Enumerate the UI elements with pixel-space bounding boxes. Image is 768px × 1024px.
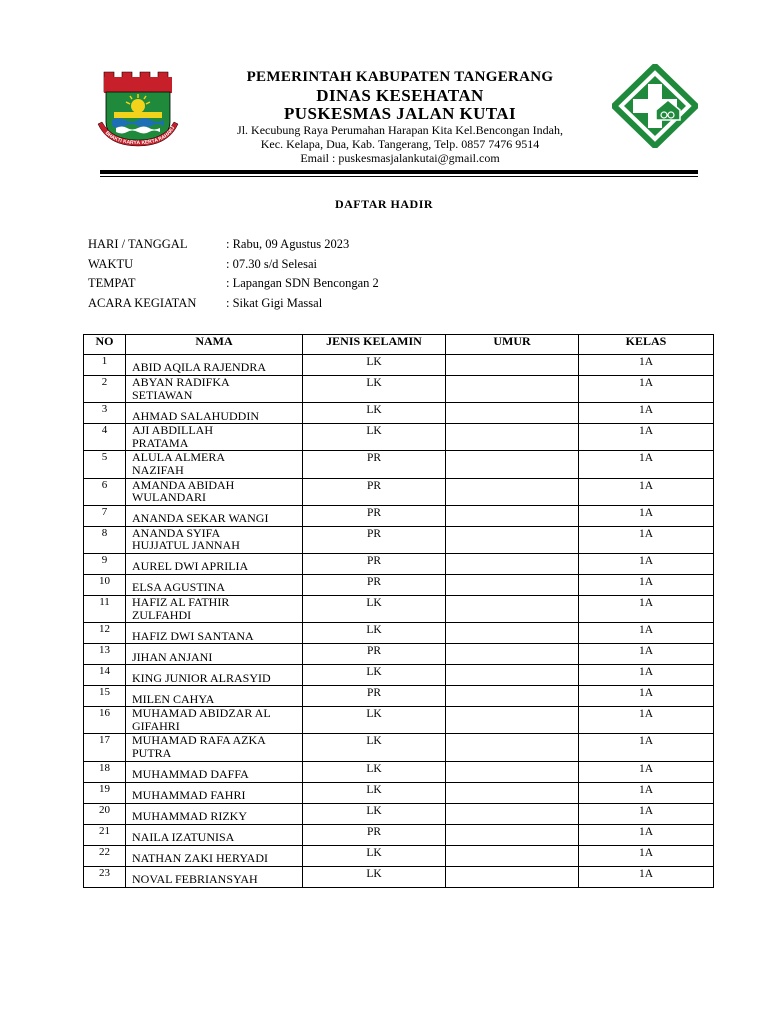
info-value: : Sikat Gigi Massal xyxy=(226,295,323,310)
cell-nama xyxy=(126,505,303,526)
cell-nama xyxy=(126,355,303,376)
student-name-line: MUHAMMAD DAFFA xyxy=(132,766,249,781)
cell-no: 3 xyxy=(84,403,126,424)
student-name-line: HAFIZ DWI SANTANA xyxy=(132,628,254,643)
table-row xyxy=(84,782,714,803)
cell-jenis-kelamin: LK xyxy=(303,623,446,644)
table-row xyxy=(84,553,714,574)
cell-jenis-kelamin: LK xyxy=(303,595,446,622)
table-row xyxy=(84,451,714,478)
cell-kelas: 1A xyxy=(579,595,714,622)
cell-jenis-kelamin: LK xyxy=(303,782,446,803)
tangerang-regency-crest-icon xyxy=(96,68,180,148)
student-name-line: NAZIFAH xyxy=(132,462,184,477)
cell-kelas: 1A xyxy=(579,866,714,887)
student-name-line: MUHAMMAD FAHRI xyxy=(132,787,246,802)
cell-no: 12 xyxy=(84,623,126,644)
cell-kelas: 1A xyxy=(579,782,714,803)
cell-jenis-kelamin: LK xyxy=(303,845,446,866)
info-value: : Rabu, 09 Agustus 2023 xyxy=(226,237,350,251)
table-row xyxy=(84,623,714,644)
cell-nama xyxy=(126,623,303,644)
student-name-line: HAFIZ AL FATHIR xyxy=(132,594,230,609)
table-row xyxy=(84,845,714,866)
cell-umur xyxy=(446,782,579,803)
student-name-line: AUREL DWI APRILIA xyxy=(132,559,249,574)
cell-umur xyxy=(446,355,579,376)
cell-nama xyxy=(126,686,303,707)
attendance-table xyxy=(83,334,714,888)
table-header-row xyxy=(84,335,714,355)
cell-umur xyxy=(446,686,579,707)
cell-kelas: 1A xyxy=(579,665,714,686)
cell-nama xyxy=(126,403,303,424)
student-name-line: ALULA ALMERA xyxy=(132,450,225,465)
cell-nama xyxy=(126,595,303,622)
cell-nama xyxy=(126,845,303,866)
cell-nama xyxy=(126,734,303,761)
student-name-line: SETIAWAN xyxy=(132,387,193,402)
cell-jenis-kelamin: PR xyxy=(303,686,446,707)
student-name-line: AJI ABDILLAH xyxy=(132,423,213,438)
cell-jenis-kelamin: LK xyxy=(303,403,446,424)
cell-no: 13 xyxy=(84,644,126,665)
letterhead-divider-thin xyxy=(100,176,698,177)
cell-no: 20 xyxy=(84,803,126,824)
info-label: WAKTU xyxy=(88,256,134,271)
cell-kelas: 1A xyxy=(579,574,714,595)
student-name-line: MUHAMAD RAFA AZKA xyxy=(132,733,266,748)
cell-jenis-kelamin: PR xyxy=(303,505,446,526)
cell-umur xyxy=(446,734,579,761)
cell-nama xyxy=(126,761,303,782)
student-name-line: WULANDARI xyxy=(132,490,206,505)
student-name-line: PRATAMA xyxy=(132,435,189,450)
cell-kelas: 1A xyxy=(579,803,714,824)
cell-no: 10 xyxy=(84,574,126,595)
cell-jenis-kelamin: LK xyxy=(303,734,446,761)
cell-umur xyxy=(446,553,579,574)
cell-kelas: 1A xyxy=(579,526,714,553)
cell-kelas: 1A xyxy=(579,707,714,734)
cell-jenis-kelamin: LK xyxy=(303,665,446,686)
table-row xyxy=(84,761,714,782)
cell-kelas: 1A xyxy=(579,403,714,424)
table-row xyxy=(84,424,714,451)
info-label: HARI / TANGGAL xyxy=(88,237,188,251)
cell-no: 6 xyxy=(84,478,126,505)
cell-no: 21 xyxy=(84,824,126,845)
attendance-table-body xyxy=(84,355,714,888)
student-name-line: ELSA AGUSTINA xyxy=(132,580,226,595)
cell-no: 5 xyxy=(84,451,126,478)
student-name-line: MUHAMMAD RIZKY xyxy=(132,808,248,823)
cell-no: 16 xyxy=(84,707,126,734)
cell-no: 19 xyxy=(84,782,126,803)
student-name-line: NATHAN ZAKI HERYADI xyxy=(132,850,268,865)
column-header-jenis-kelamin: JENIS KELAMIN xyxy=(303,335,446,355)
cell-no: 22 xyxy=(84,845,126,866)
cell-no: 18 xyxy=(84,761,126,782)
cell-no: 1 xyxy=(84,355,126,376)
cell-no: 11 xyxy=(84,595,126,622)
student-name-line: AMANDA ABIDAH xyxy=(132,477,235,492)
cell-umur xyxy=(446,761,579,782)
cell-jenis-kelamin: PR xyxy=(303,824,446,845)
table-row xyxy=(84,355,714,376)
student-name-line: MILEN CAHYA xyxy=(132,691,215,706)
cell-kelas: 1A xyxy=(579,478,714,505)
cell-kelas: 1A xyxy=(579,505,714,526)
cell-umur xyxy=(446,424,579,451)
student-name-line: ABID AQILA RAJENDRA xyxy=(132,360,267,375)
letterhead-address-1: Jl. Kecubung Raya Perumahan Harapan Kita Kel.Bencongan Indah, xyxy=(237,123,563,137)
cell-nama xyxy=(126,376,303,403)
crest-motto: BHAKTI KARYA KERTA RAHARJ xyxy=(103,125,177,147)
cell-kelas: 1A xyxy=(579,376,714,403)
table-row xyxy=(84,574,714,595)
letterhead-address-2: Kec. Kelapa, Dua, Kab. Tangerang, Telp. 0857 7476 9514 xyxy=(260,137,540,151)
student-name-line: KING JUNIOR ALRASYID xyxy=(132,670,271,685)
puskesmas-cross-logo-icon xyxy=(612,64,698,148)
cell-no: 9 xyxy=(84,553,126,574)
student-name-line: ANANDA SYIFA xyxy=(132,525,221,540)
table-row xyxy=(84,803,714,824)
cell-umur xyxy=(446,526,579,553)
cell-umur xyxy=(446,478,579,505)
cell-kelas: 1A xyxy=(579,761,714,782)
cell-nama xyxy=(126,644,303,665)
letterhead-institution: PUSKESMAS JALAN KUTAI xyxy=(284,104,516,123)
student-name-line: GIFAHRI xyxy=(132,718,180,733)
cell-kelas: 1A xyxy=(579,845,714,866)
cell-no: 8 xyxy=(84,526,126,553)
column-header-nama: NAMA xyxy=(126,335,303,355)
cell-umur xyxy=(446,451,579,478)
cell-jenis-kelamin: LK xyxy=(303,707,446,734)
cell-nama xyxy=(126,424,303,451)
letterhead xyxy=(200,70,600,164)
table-row xyxy=(84,478,714,505)
table-row xyxy=(84,707,714,734)
table-row xyxy=(84,595,714,622)
cell-kelas: 1A xyxy=(579,824,714,845)
table-row xyxy=(84,824,714,845)
cell-umur xyxy=(446,595,579,622)
cell-umur xyxy=(446,707,579,734)
student-name-line: NAILA IZATUNISA xyxy=(132,829,235,844)
student-name-line: AHMAD SALAHUDDIN xyxy=(132,408,259,423)
cell-umur xyxy=(446,803,579,824)
cell-no: 7 xyxy=(84,505,126,526)
table-row xyxy=(84,866,714,887)
cell-nama xyxy=(126,574,303,595)
letterhead-divider-thick xyxy=(100,170,698,174)
student-name-line: ZULFAHDI xyxy=(132,607,192,622)
cell-umur xyxy=(446,845,579,866)
info-label: ACARA KEGIATAN xyxy=(88,295,197,310)
cell-nama xyxy=(126,782,303,803)
cell-umur xyxy=(446,866,579,887)
cell-no: 14 xyxy=(84,665,126,686)
table-row xyxy=(84,734,714,761)
cell-umur xyxy=(446,403,579,424)
table-row xyxy=(84,505,714,526)
cell-no: 17 xyxy=(84,734,126,761)
letterhead-government: PEMERINTAH KABUPATEN TANGERANG xyxy=(246,69,554,85)
cell-umur xyxy=(446,644,579,665)
cell-nama xyxy=(126,526,303,553)
letterhead-department: DINAS KESEHATAN xyxy=(316,86,484,105)
cell-kelas: 1A xyxy=(579,623,714,644)
info-label: TEMPAT xyxy=(88,276,136,290)
cell-nama xyxy=(126,866,303,887)
cell-umur xyxy=(446,505,579,526)
cell-no: 4 xyxy=(84,424,126,451)
student-name-line: ABYAN RADIFKA xyxy=(132,375,230,389)
cell-jenis-kelamin: LK xyxy=(303,376,446,403)
cell-jenis-kelamin: PR xyxy=(303,553,446,574)
cell-kelas: 1A xyxy=(579,734,714,761)
cell-jenis-kelamin: PR xyxy=(303,451,446,478)
student-name-line: NOVAL FEBRIANSYAH xyxy=(132,871,258,886)
cell-no: 15 xyxy=(84,686,126,707)
column-header-kelas: KELAS xyxy=(579,335,714,355)
cell-jenis-kelamin: PR xyxy=(303,644,446,665)
table-row xyxy=(84,644,714,665)
student-name-line: JIHAN ANJANI xyxy=(132,649,213,664)
cell-jenis-kelamin: LK xyxy=(303,803,446,824)
cell-umur xyxy=(446,623,579,644)
cell-kelas: 1A xyxy=(579,686,714,707)
cell-jenis-kelamin: LK xyxy=(303,355,446,376)
cell-kelas: 1A xyxy=(579,553,714,574)
cell-umur xyxy=(446,824,579,845)
cell-nama xyxy=(126,803,303,824)
info-value: : 07.30 s/d Selesai xyxy=(226,256,317,271)
cell-kelas: 1A xyxy=(579,644,714,665)
cell-no: 23 xyxy=(84,866,126,887)
cell-jenis-kelamin: LK xyxy=(303,866,446,887)
column-header-umur: UMUR xyxy=(446,335,579,355)
table-row xyxy=(84,686,714,707)
cell-nama xyxy=(126,478,303,505)
student-name-line: ANANDA SEKAR WANGI xyxy=(132,511,269,526)
cell-jenis-kelamin: PR xyxy=(303,526,446,553)
cell-nama xyxy=(126,707,303,734)
info-value: : Lapangan SDN Bencongan 2 xyxy=(226,276,379,290)
cell-jenis-kelamin: LK xyxy=(303,761,446,782)
table-row xyxy=(84,665,714,686)
student-name-line: PUTRA xyxy=(132,745,172,760)
table-row xyxy=(84,526,714,553)
student-name-line: MUHAMAD ABIDZAR AL xyxy=(132,706,271,721)
cell-nama xyxy=(126,553,303,574)
cell-jenis-kelamin: PR xyxy=(303,478,446,505)
cell-nama xyxy=(126,451,303,478)
cell-kelas: 1A xyxy=(579,355,714,376)
cell-umur xyxy=(446,665,579,686)
cell-nama xyxy=(126,665,303,686)
letterhead-email: Email : puskesmasjalankutai@gmail.com xyxy=(300,151,500,165)
cell-jenis-kelamin: LK xyxy=(303,424,446,451)
cell-nama xyxy=(126,824,303,845)
cell-umur xyxy=(446,376,579,403)
document-title: DAFTAR HADIR xyxy=(334,197,434,211)
cell-no: 2 xyxy=(84,376,126,403)
table-row xyxy=(84,403,714,424)
student-name-line: HUJJATUL JANNAH xyxy=(132,538,240,553)
cell-kelas: 1A xyxy=(579,424,714,451)
table-row xyxy=(84,376,714,403)
cell-jenis-kelamin: PR xyxy=(303,574,446,595)
column-header-no: NO xyxy=(84,335,126,355)
cell-umur xyxy=(446,574,579,595)
cell-kelas: 1A xyxy=(579,451,714,478)
